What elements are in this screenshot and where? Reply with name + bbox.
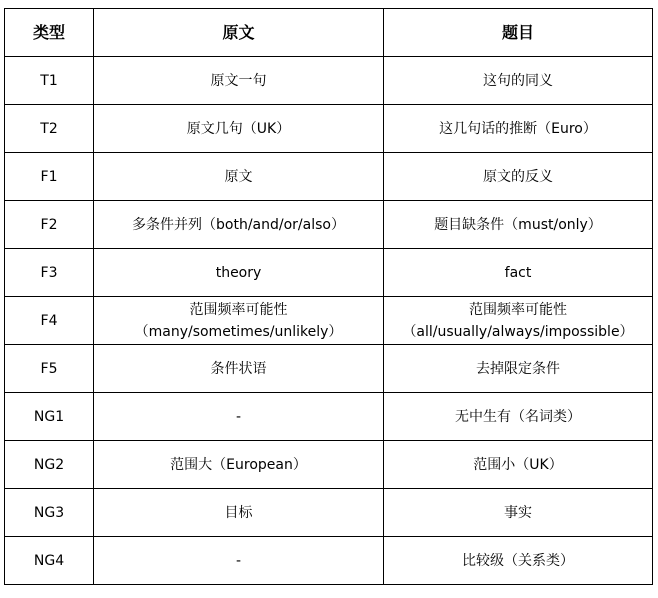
question-line: fact — [504, 264, 532, 281]
question-cell — [384, 297, 653, 345]
type-cell: F1 — [5, 153, 94, 201]
question-cell — [384, 393, 653, 441]
table-row — [5, 537, 653, 585]
type-cell: NG1 — [5, 393, 94, 441]
original-line: 条件状语 — [210, 360, 267, 377]
question-line: 无中生有（名词类） — [455, 408, 581, 425]
table-row — [5, 393, 653, 441]
header-row — [5, 9, 653, 57]
question-cell — [384, 57, 653, 105]
original-line: - — [235, 552, 242, 569]
type-cell: F2 — [5, 201, 94, 249]
original-cell — [94, 201, 384, 249]
original-line: 原文 — [224, 168, 253, 185]
question-cell — [384, 537, 653, 585]
original-cell — [94, 57, 384, 105]
comparison-table — [4, 8, 653, 585]
type-cell: F5 — [5, 345, 94, 393]
question-cell — [384, 441, 653, 489]
question-line: 事实 — [504, 504, 532, 521]
original-line: - — [235, 408, 242, 425]
original-line: 原文一句 — [210, 72, 267, 89]
original-cell — [94, 393, 384, 441]
table-row — [5, 57, 653, 105]
original-cell — [94, 345, 384, 393]
original-line: 多条件并列（both/and/or/also） — [132, 216, 345, 233]
table-row — [5, 249, 653, 297]
type-cell: F3 — [5, 249, 94, 297]
original-cell — [94, 441, 384, 489]
question-line: 比较级（关系类） — [462, 552, 574, 569]
header-original: 原文 — [94, 9, 384, 57]
table-row — [5, 105, 653, 153]
type-cell: NG4 — [5, 537, 94, 585]
table-row — [5, 441, 653, 489]
table-row — [5, 297, 653, 345]
table-row — [5, 201, 653, 249]
question-line: 范围频率可能性 — [469, 301, 567, 318]
question-cell — [384, 249, 653, 297]
table-row — [5, 489, 653, 537]
question-cell — [384, 489, 653, 537]
original-cell — [94, 249, 384, 297]
type-cell: T1 — [5, 57, 94, 105]
question-line: 这几句话的推断（Euro） — [439, 120, 597, 137]
question-cell — [384, 345, 653, 393]
header-type: 类型 — [5, 9, 94, 57]
question-line: 范围小（UK） — [473, 456, 563, 473]
original-line: 目标 — [224, 504, 253, 521]
question-line: 原文的反义 — [483, 168, 553, 185]
question-cell — [384, 201, 653, 249]
original-cell — [94, 537, 384, 585]
original-line: 原文几句（UK） — [186, 120, 291, 137]
header-question: 题目 — [384, 9, 653, 57]
table-row — [5, 345, 653, 393]
question-line: 这句的同义 — [483, 72, 553, 89]
original-cell — [94, 297, 384, 345]
question-cell — [384, 153, 653, 201]
type-cell: NG2 — [5, 441, 94, 489]
question-line: （all/usually/always/impossible） — [402, 323, 634, 340]
type-cell: T2 — [5, 105, 94, 153]
type-cell: F4 — [5, 297, 94, 345]
type-cell: NG3 — [5, 489, 94, 537]
original-cell — [94, 105, 384, 153]
question-line: 题目缺条件（must/only） — [434, 216, 602, 233]
original-cell — [94, 153, 384, 201]
original-cell — [94, 489, 384, 537]
table-row — [5, 153, 653, 201]
question-line: 去掉限定条件 — [476, 360, 560, 377]
original-line: （many/sometimes/unlikely） — [134, 323, 343, 340]
original-line: 范围大（European） — [170, 456, 307, 473]
original-line: 范围频率可能性 — [189, 301, 288, 318]
question-cell — [384, 105, 653, 153]
original-line: theory — [215, 264, 262, 281]
